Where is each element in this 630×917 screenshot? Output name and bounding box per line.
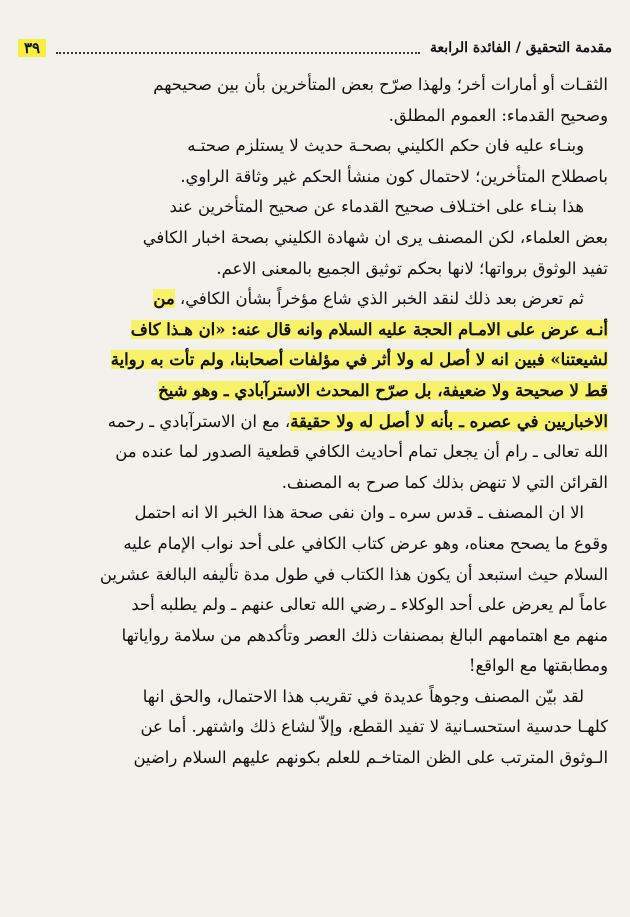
- text-line-content: لقد بيّن المصنف وجوهاً عديدة في تقريب هذا الاحتمال، والحق انها: [142, 686, 584, 706]
- text-line-content: الـوثوق المترتب على الظن المتاخـم للعلم بكونهم عليهم السلام راضين: [133, 748, 608, 768]
- text-line-content: وصحيح القدماء: العموم المطلق.: [388, 105, 608, 125]
- text-line-content: القرائن التي لا تنهض بذلك كما صرح به المصنف.: [281, 472, 608, 492]
- page-number: ٣٩: [18, 39, 46, 57]
- text-line: [22, 712, 608, 743]
- text-line: [22, 743, 608, 774]
- text-line: [22, 162, 608, 193]
- text-line: [22, 651, 608, 682]
- text-line: [22, 376, 608, 407]
- text-line: [22, 223, 608, 254]
- text-line: [22, 529, 608, 560]
- body-text: [22, 70, 608, 774]
- text-line-content: أنـه عرض على الامـام الحجة عليه السلام وانه قال عنه: «ان هـذا كاف: [130, 319, 608, 339]
- text-line: [22, 284, 608, 315]
- text-line-content: السلام حيث استبعد أن يكون هذا الكتاب في طول مدة تأليفه البالغة عشرين: [99, 564, 608, 584]
- text-line-content: الاخباريين في عصره ـ بأنه لا أصل له ولا حقيقة، مع ان الاسترآبادي ـ رحمه: [107, 411, 608, 431]
- text-line-content: قط لا صحيحة ولا ضعيفة، بل صرّح المحدث الاسترآبادي ـ وهو شيخ: [158, 380, 608, 400]
- text-line-content: لشيعتنا» فبين انه لا أصل له ولا أثر في مؤلفات أصحابنا، ولم تأت به رواية: [110, 350, 608, 370]
- text-line-content: وقوع ما يصحح معناه، وهو عرض كتاب الكافي على أحد نواب الإمام عليه: [123, 533, 608, 553]
- text-line: [22, 101, 608, 132]
- text-line-content: الا ان المصنف ـ قدس سره ـ وان نفى صحة هذا الخبر الا انه احتمل: [134, 503, 584, 523]
- text-line-content: كلهـا حدسية استحسـانية لا تفيد القطع، وإلاّ لشاع ذلك واشتهر. أما عن: [140, 717, 608, 737]
- text-line-content: ثم تعرض بعد ذلك لنقد الخبر الذي شاع مؤخراً بشأن الكافي، من: [153, 289, 584, 309]
- header-dotted-leader: [56, 52, 420, 54]
- text-line: [22, 437, 608, 468]
- text-line-content: باصطلاح المتأخرين؛ لاحتمال كون منشأ الحكم غير وثاقة الراوي.: [180, 166, 608, 186]
- text-line: [22, 407, 608, 438]
- text-line-content: الله تعالى ـ رام أن يجعل تمام أحاديث الكافي قطعية الصدور لما عنده من: [115, 442, 608, 462]
- text-line: [22, 254, 608, 285]
- text-line: [22, 131, 608, 162]
- text-line: [22, 621, 608, 652]
- text-line: [22, 315, 608, 346]
- page-header: [18, 34, 612, 62]
- text-line-content: عاماً لم يعرض على أحد الوكلاء ـ رضي الله تعالى عنهم ـ ولم يطلبه أحد: [131, 595, 608, 615]
- text-line: [22, 560, 608, 591]
- text-line: [22, 345, 608, 376]
- text-line: [22, 70, 608, 101]
- running-title: مقدمة التحقيق / الفائدة الرابعة: [430, 40, 612, 56]
- text-line: [22, 682, 608, 713]
- text-line-content: الثقـات أو أمارات أخر؛ ولهذا صرّح بعض المتأخرين بأن بين صحيحهم: [153, 75, 608, 94]
- text-line: [22, 590, 608, 621]
- text-line-content: وبنـاء عليه فان حكم الكليني بصحـة حديث لا يستلزم صحتـه: [187, 136, 584, 156]
- text-line: [22, 192, 608, 223]
- text-line-content: بعض العلماء، لكن المصنف يرى ان شهادة الكليني بصحة اخبار الكافي: [142, 227, 608, 247]
- text-line-content: تفيد الوثوق برواتها؛ لانها بحكم توثيق الجميع بالمعنى الاعم.: [216, 258, 608, 278]
- text-line: [22, 468, 608, 499]
- text-line: [22, 498, 608, 529]
- highlighted-phrase: الاخباريين في عصره ـ بأنه لا أصل له ولا حقيقة: [290, 411, 608, 431]
- text-line-content: منهم مع اهتمامهم البالغ بمصنفات ذلك العصر وتأكدهم من سلامة رواياتها: [121, 625, 608, 645]
- text-line-content: ومطابقتها مع الواقع!: [468, 656, 608, 676]
- highlighted-phrase: من: [153, 289, 175, 309]
- text-line-content: هذا بنـاء على اختـلاف صحيح القدماء عن صحيح المتأخرين عند: [169, 197, 584, 217]
